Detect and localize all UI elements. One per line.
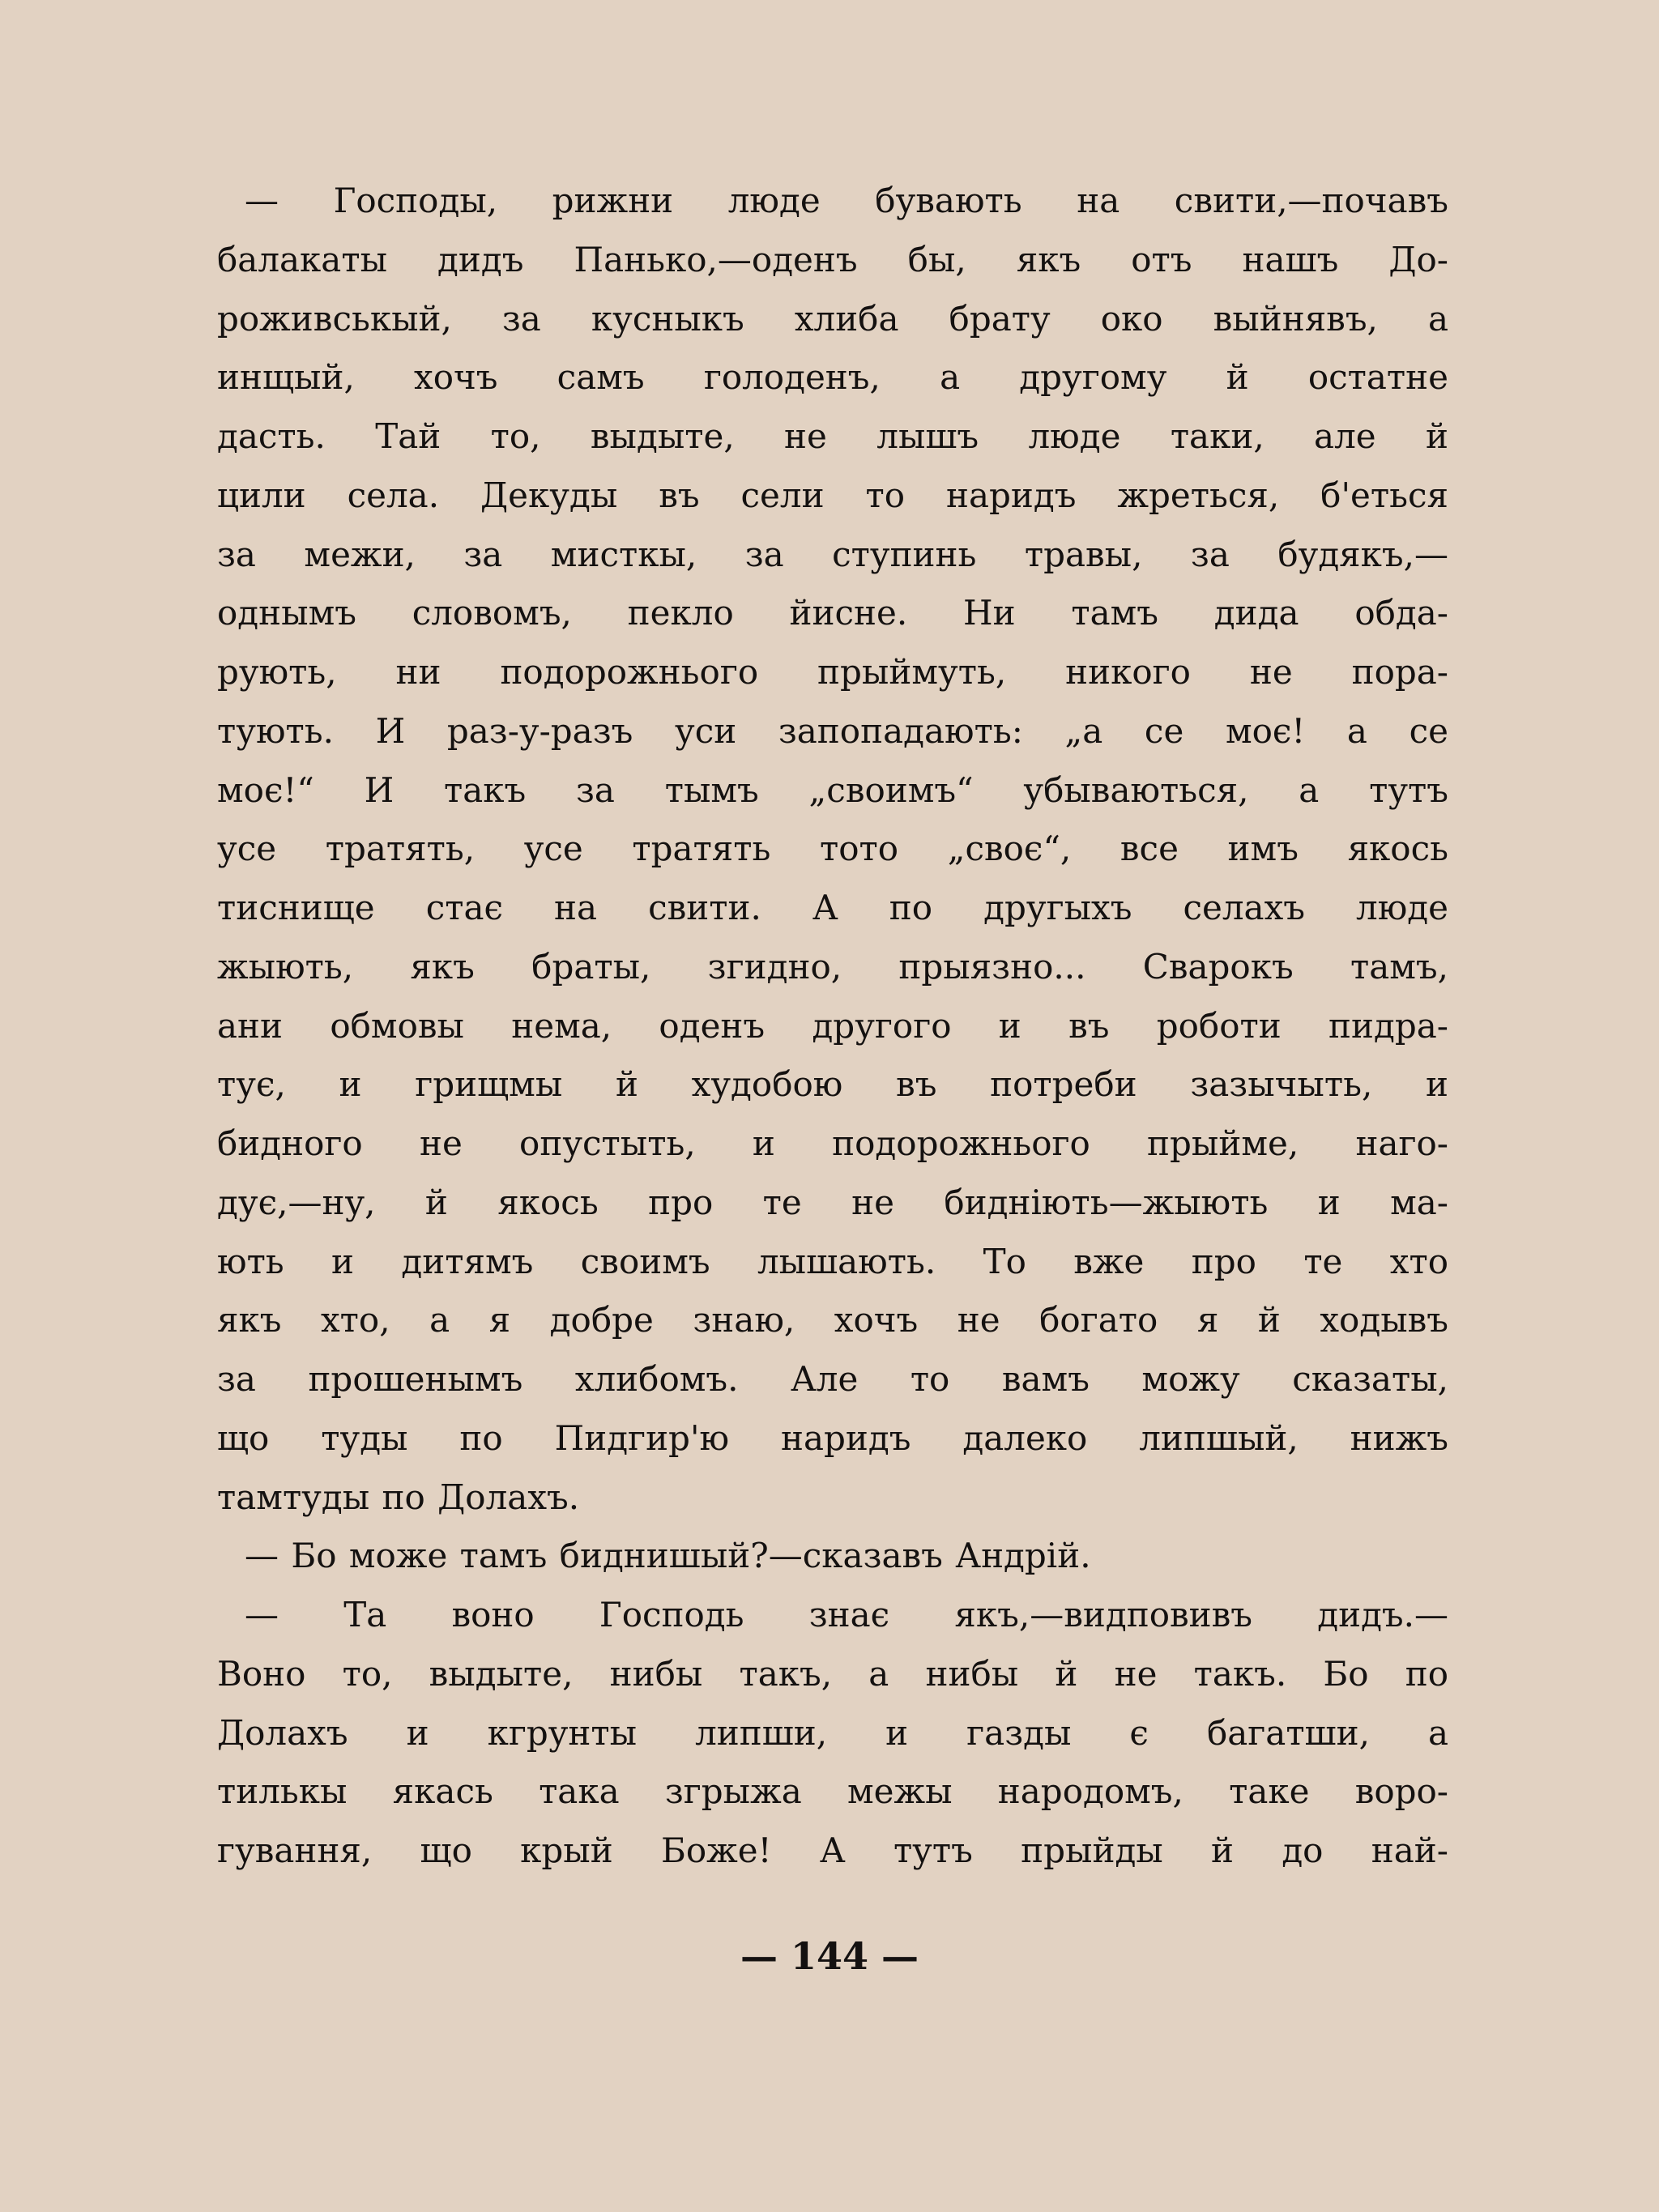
text-line: що туды по Пидгир'ю наридъ далеко липшый, нижъ xyxy=(217,1417,1448,1458)
text-line: цили села. Декуды въ сели то наридъ жреться, б'еться xyxy=(217,475,1448,515)
text-line: — Господы, рижни люде бувають на свити,—почавъ xyxy=(245,181,1448,220)
text-line: рують, ни подорожнього прыймуть, никого не пора- xyxy=(217,652,1448,692)
text-line: жыють, якъ браты, згидно, прыязно... Сварокъ тамъ, xyxy=(217,946,1448,987)
text-line: тилькы якась така згрыжа межы народомъ, таке воро- xyxy=(217,1771,1448,1812)
text-line: инщый, хочъ самъ голоденъ, а другому й остатне xyxy=(217,357,1448,398)
text-line: тамтуды по Долахъ. xyxy=(217,1477,580,1517)
text-line: ани обмовы нема, оденъ другого и въ роботи пидра- xyxy=(217,1005,1448,1046)
text-line: Воно то, выдыте, нибы такъ, а нибы й не такъ. Бо по xyxy=(217,1653,1448,1694)
text-line: тує, и грищмы й худобою въ потреби зазычыть, и xyxy=(217,1064,1448,1105)
text-line: дасть. Тай то, выдыте, не лышъ люде таки, але й xyxy=(217,416,1448,456)
page-number: — 144 — xyxy=(740,1934,919,1978)
text-line: моє!“ И такъ за тымъ „своимъ“ убываються, а тутъ xyxy=(217,769,1448,810)
text-line: — Та воно Господь знає якъ,—видповивъ дидъ.— xyxy=(245,1595,1448,1634)
page-body-text xyxy=(217,172,1448,1881)
text-line: роживськый, за кусныкъ хлиба брату око выйнявъ, а xyxy=(217,298,1448,339)
text-line: однымъ словомъ, пекло йисне. Ни тамъ дида обда- xyxy=(217,593,1448,633)
text-line: якъ хто, а я добре знаю, хочъ не богато я й ходывъ xyxy=(217,1300,1448,1340)
text-line: балакаты дидъ Панько,—оденъ бы, якъ отъ нашъ До- xyxy=(217,239,1448,279)
text-line: за межи, за мисткы, за ступинь травы, за будякъ,— xyxy=(217,534,1448,574)
text-line: гування, що крый Боже! А тутъ прыйды й до най- xyxy=(217,1831,1448,1870)
text-line: тиснище стає на свити. А по другыхъ селахъ люде xyxy=(217,888,1448,927)
text-line: ють и дитямъ своимъ лышають. То вже про те хто xyxy=(217,1241,1448,1281)
text-line: усе тратять, усе тратять тото „своє“, все имъ якось xyxy=(217,829,1448,869)
text-line: — Бо може тамъ биднишый?—сказавъ Андрiй. xyxy=(245,1536,1091,1576)
text-line: бидного не опустыть, и подорожнього прыйме, наго- xyxy=(217,1123,1448,1163)
text-line: Долахъ и кгрунты липши, и газды є багатши, а xyxy=(217,1712,1448,1753)
text-line: дує,—ну, й якось про те не биднiють—жыють и ма- xyxy=(217,1182,1448,1222)
text-line: за прошенымъ хлибомъ. Але то вамъ можу сказаты, xyxy=(217,1359,1448,1399)
text-line: тують. И раз-у-разъ уси запопадають: „а се моє! а се xyxy=(217,710,1448,751)
